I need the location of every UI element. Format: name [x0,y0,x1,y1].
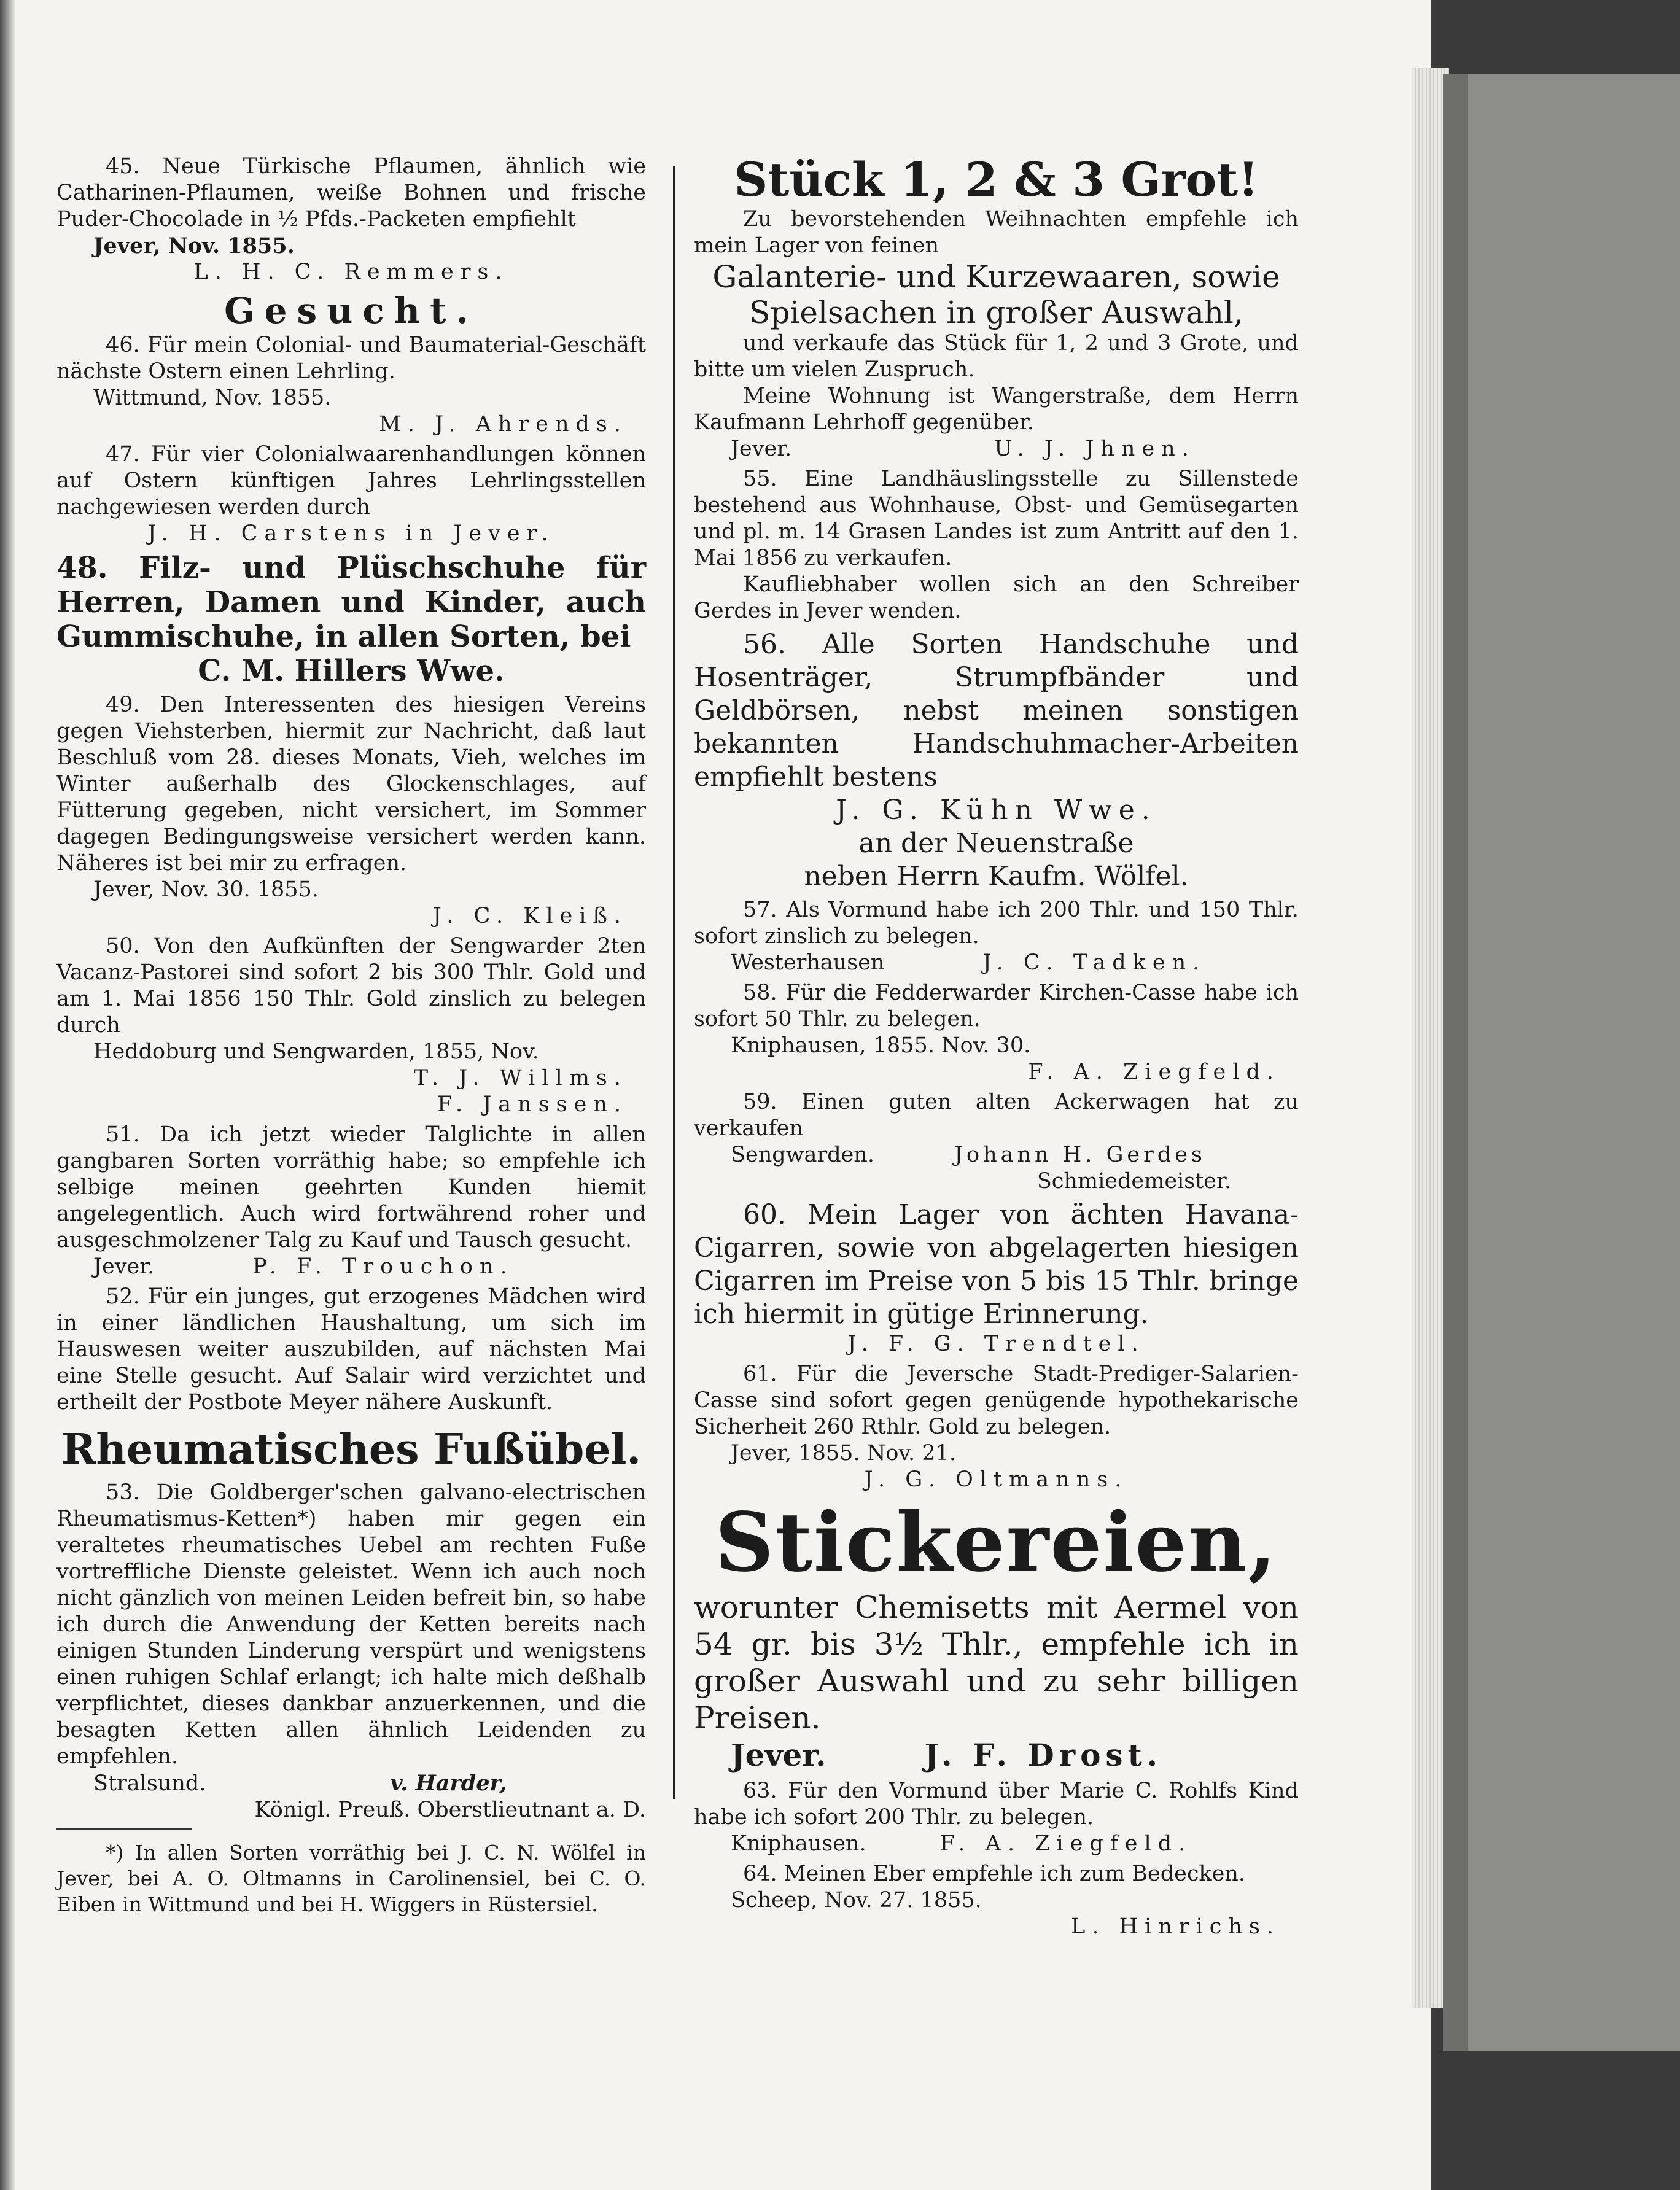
ad-signature: F. A. Ziegfeld. [939,1831,1192,1856]
ad-signature: J. C. Kleiß. [432,904,628,928]
ad-signature: L. Hinrichs. [1071,1914,1280,1939]
ad-text: 60. Mein Lager von ächten Havana-Cigarren, sowie von abgelagerten hiesigen Cigarren im Preise von 5 bis 15 Thlr. bringe ich hiermit in gütige Erinnerung. [694,1199,1299,1330]
ad-57 [694,897,1299,976]
ad-place: Westerhausen [731,950,885,975]
ad-text: 58. Für die Fedderwarder Kirchen-Casse habe ich sofort 50 Thlr. zu belegen. [694,980,1299,1031]
cover-edge [1443,74,1468,2051]
ad-place-date: Jever, Nov. 1855. [93,233,295,258]
ad-place-date: Kniphausen, 1855. Nov. 30. [731,1033,1031,1058]
right-column [694,153,1299,1944]
ad-53 [56,1480,646,1823]
ad-45 [56,153,646,285]
ad-signature: J. F. G. Trendtel. [847,1332,1145,1356]
ad-place-date: Scheep, Nov. 27. 1855. [731,1888,982,1912]
ad-text-2: Kaufliebhaber wollen sich an den Schreiber Gerdes in Jever wenden. [694,572,1299,623]
ad-60 [694,1198,1299,1357]
ad-place-date: Jever, Nov. 30. 1855. [93,877,319,902]
ad-place: Kniphausen. [731,1831,866,1856]
ad-signature-line [56,1254,646,1280]
ad-59 [694,1089,1299,1195]
grot-signature-line [694,436,1299,462]
ad-text: 49. Den Interessenten des hiesigen Vereins gegen Viehsterben, hiermit zur Nachricht, daß laut Beschluß vom 28. dieses Monats, Vieh, welches im Winter außerhalb des Glockenschlages, auf Fütterung gegeben, nicht versichert, im Sommer dagegen Bedingungsweise versichert werden kann. Näheres ist bei mir zu erfragen. [56,693,646,876]
ad-58 [694,980,1299,1085]
ad-text: 53. Die Goldberger'schen galvano-electrischen Rheumatismus-Ketten*) haben mir gegen ein veraltetes rheumatisches Uebel am rechten Fuße vortreffliche Dienste geleistet. Wenn ich auch noch nicht gänzlich von meinen Leiden befreit bin, so habe ich durch die Anwendung der Ketten bereits nach einigen Stunden Linderung verspürt und wenigstens einen ruhigen Schlaf erlangt; ich halte mich deßhalb verpflichtet, dieses dankbar anzuerkennen, und die besagten Ketten allen ähnlich Leidenden zu empfehlen. [56,1480,646,1769]
grot-intro: Zu bevorstehenden Weihnachten empfehle ich mein Lager von feinen [694,207,1299,258]
stickereien-signature-line [694,1736,1299,1774]
grot-signature: U. J. Jhnen. [994,437,1196,461]
ad-place: Stralsund. [93,1771,206,1796]
ad-place-date: Heddoburg und Sengwarden, 1855, Nov. [93,1039,539,1064]
ad-47 [56,441,646,547]
ad-signature: F. Janssen. [437,1092,628,1117]
ad-signature: J. C. Tadken. [982,950,1207,975]
column-divider [673,166,675,1799]
ad-text: 57. Als Vormund habe ich 200 Thlr. und 150 Thlr. sofort zinslich zu belegen. [694,898,1299,949]
ad-text: 45. Neue Türkische Pflaumen, ähnlich wie Catharinen-Pflaumen, weiße Bohnen und frische Puder-Chocolade in ½ Pfds.-Packeten empfiehlt [56,154,646,231]
grot-big: Galanterie- und Kurzewaaren, sowie Spielsachen in großer Auswahl, [712,259,1280,330]
book-cover [1443,74,1680,2051]
ad-51 [56,1122,646,1280]
ad-place: Sengwarden. [731,1143,874,1167]
ad-text: 59. Einen guten alten Ackerwagen hat zu verkaufen [694,1090,1299,1141]
ad-address: an der Neuenstraße [858,828,1134,859]
ad-text: 61. Für die Jeversche Stadt-Prediger-Salarien-Casse sind sofort gegen genügende hypothekarische Sicherheit 260 Rthlr. Gold zu belegen. [694,1362,1299,1439]
ad-signature: Johann H. Gerdes [954,1143,1206,1167]
ad-signature: v. Harder, [390,1771,507,1796]
ad-place-date: Wittmund, Nov. 1855. [93,386,332,410]
ad-50 [56,933,646,1118]
ad-text: 48. Filz- und Plüschschuhe für Herren, Damen und Kinder, auch Gummischuhe, in allen Sorten, bei [56,551,646,654]
rheuma-heading: Rheumatisches Fußübel. [61,1425,642,1474]
ad-61 [694,1361,1299,1493]
ad-signature-line [56,1770,646,1797]
ad-63 [694,1778,1299,1857]
ad-signature: J. G. Kühn Wwe. [836,794,1157,826]
ad-49 [56,692,646,930]
footnote: *) In allen Sorten vorräthig bei J. C. N. Wölfel in Jever, bei A. O. Oltmanns in Carolinensiel, bei C. O. Eiben in Wittmund und bei H. Wiggers in Rüstersiel. [56,1841,646,1916]
stickereien-heading: Stickereien, [715,1495,1278,1590]
grot-place: Jever. [731,437,792,461]
book-spine [0,0,15,2190]
stickereien-text: worunter Chemisetts mit Aermel von 54 gr. bis 3½ Thlr., empfehle ich in großer Auswahl und zu sehr billigen Preisen. [694,1590,1299,1736]
left-column [56,153,646,1917]
grot-address: Meine Wohnung ist Wangerstraße, dem Herrn Kaufmann Lehrhoff gegenüber. [694,384,1299,435]
ad-text: 56. Alle Sorten Handschuhe und Hosenträger, Strumpfbänder und Geldbörsen, nebst meinen sonstigen bekannten Handschuhmacher-Arbeiten empfiehlt bestens [694,629,1299,793]
footnote-rule [56,1828,192,1830]
ad-place: Jever. [93,1254,155,1279]
ad-signature: M. J. Ahrends. [379,412,628,437]
stickereien-signature: J. F. Drost. [924,1737,1163,1773]
ad-trade: Schmiedemeister. [1036,1169,1231,1194]
ad-rank: Königl. Preuß. Oberstlieutnant a. D. [254,1798,646,1822]
ad-text: 64. Meinen Eber empfehle ich zum Bedecken. [743,1862,1246,1886]
ad-text: 50. Von den Aufkünften der Sengwarder 2ten Vacanz-Pastorei sind sofort 2 bis 300 Thlr. Gold und am 1. Mai 1856 150 Thlr. Gold zinslich zu belegen durch [56,934,646,1038]
ad-signature: P. F. Trouchon. [252,1254,514,1279]
ad-signature-line [694,1831,1299,1857]
ad-48 [56,551,646,688]
ad-56 [694,628,1299,893]
ad-text: 63. Für den Vormund über Marie C. Rohlfs Kind habe ich sofort 200 Thlr. zu belegen. [694,1779,1299,1830]
ad-place-date: Jever, 1855. Nov. 21. [731,1441,956,1466]
ad-64 [694,1861,1299,1940]
ad-text: 55. Eine Landhäuslingsstelle zu Sillenstede bestehend aus Wohnhause, Obst- und Gemüsegarten und pl. m. 14 Grasen Landes ist zum Antritt auf den 1. Mai 1856 zu verkaufen. [694,467,1299,570]
ad-signature: L. H. C. Remmers. [193,260,509,284]
ad-text: 47. Für vier Colonialwaarenhandlungen können auf Ostern künftigen Jahres Lehrlingsstellen nachgewiesen werden durch [56,442,646,519]
gesucht-heading: Gesucht. [224,290,478,332]
ad-signature: J. G. Oltmanns. [864,1467,1129,1492]
grot-text: und verkaufe das Stück für 1, 2 und 3 Grote, und bitte um vielen Zuspruch. [694,331,1299,382]
ad-52 [56,1284,646,1416]
ad-signature: J. H. Carstens in Jever. [147,521,555,546]
ad-signature-line [694,950,1299,976]
ad-55 [694,466,1299,624]
ad-signature: C. M. Hillers Wwe. [198,654,505,688]
ad-address: neben Herrn Kaufm. Wölfel. [804,861,1189,892]
ad-text: 46. Für mein Colonial- und Baumaterial-Geschäft nächste Ostern einen Lehrling. [56,333,646,384]
ad-46 [56,332,646,438]
ad-signature-line [694,1142,1299,1168]
ad-signature: F. A. Ziegfeld. [1028,1060,1280,1084]
stickereien-place: Jever. [731,1737,826,1773]
grot-heading: Stück 1, 2 & 3 Grot! [734,152,1259,207]
ad-text: 52. Für ein junges, gut erzogenes Mädchen wird in einer ländlichen Haushaltung, um sich im Hauswesen weiter auszubilden, auf nächsten Mai eine Stelle gesucht. Auf Salair wird verzichtet und ertheilt der Postbote Meyer nähere Auskunft. [56,1284,646,1415]
ad-signature: T. J. Willms. [413,1066,628,1090]
ad-text: 51. Da ich jetzt wieder Talglichte in allen gangbaren Sorten vorräthig habe; so empfehle ich selbige meinen geehrten Kunden hiemit angelegentlich. Auch wird fortwährend roher und ausgeschmolzener Talg zu Kauf und Tausch gesucht. [56,1122,646,1252]
